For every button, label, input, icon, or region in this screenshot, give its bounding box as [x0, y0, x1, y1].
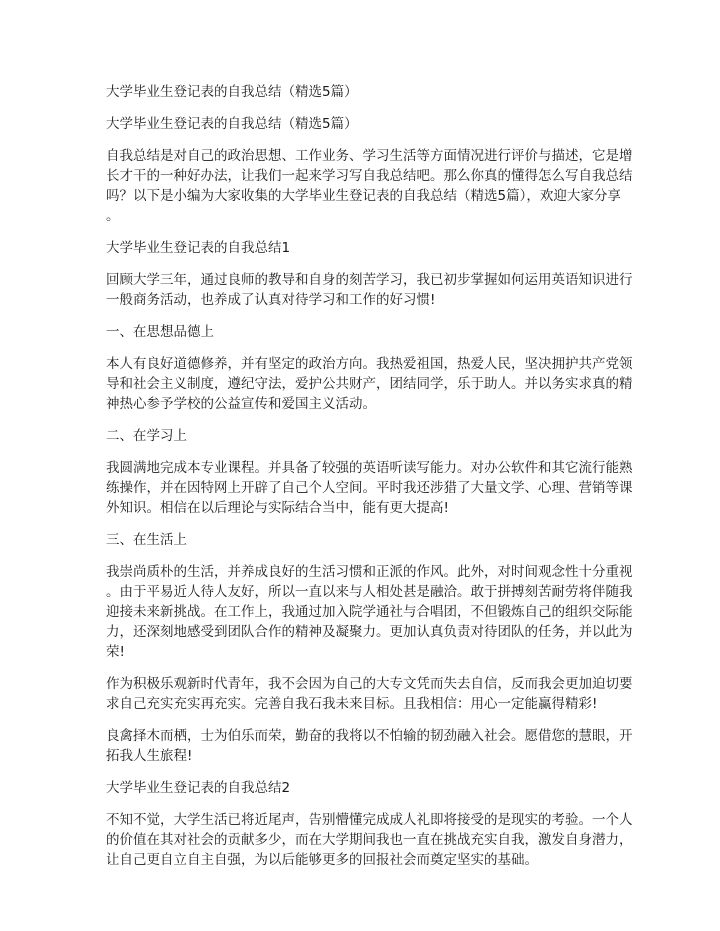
section-heading	[106, 238, 618, 258]
text-line: 荣!	[106, 644, 125, 660]
text-line: 迎接未来新挑战。在工作上，我通过加入院学通社与合唱团，不但锻炼自己的组织交际能	[106, 604, 633, 620]
document-title	[106, 114, 618, 134]
text-line: 。	[106, 208, 120, 224]
text-line: 我崇尚质朴的生活，并养成良好的生活习惯和正派的作风。此外，对时间观念性十分重视	[106, 564, 633, 580]
paragraph	[106, 562, 633, 662]
paragraph	[106, 810, 633, 870]
text-line: 吗？以下是小编为大家收集的大学毕业生登记表的自我总结（精选5篇），欢迎大家分享	[106, 188, 621, 204]
text-line: 自我总结是对自己的政治思想、工作业务、学习生活等方面情况进行评价与描述，它是增	[106, 148, 633, 164]
text-line: 不知不觉，大学生活已将近尾声，告别懵懂完成成人礼即将接受的是现实的考验。一个人	[106, 812, 633, 828]
text-line: 大学毕业生登记表的自我总结（精选5篇）	[106, 116, 358, 132]
text-line: 导和社会主义制度，遵纪守法，爱护公共财产，团结同学，乐于助人。并以务实求真的精	[106, 376, 633, 392]
text-line: 良禽择木而栖，士为伯乐而荣，勤奋的我将以不怕输的韧劲融入社会。愿借您的慧眼，开	[106, 728, 633, 744]
paragraph	[106, 354, 633, 414]
document-title	[106, 82, 618, 102]
section-heading	[106, 426, 618, 446]
text-line: 大学毕业生登记表的自我总结1	[106, 240, 291, 256]
text-line: 我圆满地完成本专业课程。并具备了较强的英语听读写能力。对办公软件和其它流行能熟	[106, 460, 633, 476]
text-line: 一、在思想品德上	[106, 324, 214, 340]
text-line: 外知识。相信在以后理论与实际结合当中，能有更大提高!	[106, 500, 449, 516]
text-line: 长才干的一种好办法，让我们一起来学习写自我总结吧。那么你真的懂得怎么写自我总结	[106, 168, 633, 184]
paragraph	[106, 146, 633, 226]
text-line: 练操作，并在因特网上开辟了自己个人空间。平时我还涉猎了大量文学、心理、营销等课	[106, 480, 633, 496]
text-line: 三、在生活上	[106, 532, 187, 548]
text-line: 神热心参予学校的公益宣传和爱国主义活动。	[106, 396, 376, 412]
paragraph	[106, 726, 633, 766]
document-page	[106, 82, 633, 882]
text-line: 求自己充实充实再充实。完善自我石我未来目标。且我相信：用心一定能赢得精彩!	[106, 696, 598, 712]
text-line: 大学毕业生登记表的自我总结（精选5篇）	[106, 84, 358, 100]
text-line: 拓我人生旅程!	[106, 748, 193, 764]
section-heading	[106, 322, 618, 342]
text-line: 力，还深刻地感受到团队合作的精神及凝聚力。更加认真负责对待团队的任务，并以此为	[106, 624, 633, 640]
text-line: 回顾大学三年，通过良师的教导和自身的刻苦学习，我已初步掌握如何运用英语知识进行	[106, 272, 633, 288]
text-line: 二、在学习上	[106, 428, 187, 444]
text-line: 作为积极乐观新时代青年，我不会因为自己的大专文凭而失去自信，反而我会更加迫切要	[106, 676, 633, 692]
paragraph	[106, 674, 633, 714]
text-line: 的价值在其对社会的贡献多少，而在大学期间我也一直在挑战充实自我，激发自身潜力，	[106, 832, 633, 848]
text-line: 本人有良好道德修养，并有坚定的政治方向。我热爱祖国，热爱人民，坚决拥护共产党领	[106, 356, 633, 372]
text-line: 一般商务活动，也养成了认真对待学习和工作的好习惯!	[106, 292, 436, 308]
paragraph	[106, 458, 633, 518]
text-line: 大学毕业生登记表的自我总结2	[106, 780, 291, 796]
section-heading	[106, 778, 618, 798]
text-line: 让自己更自立自主自强，为以后能够更多的回报社会而奠定坚实的基础。	[106, 852, 538, 868]
paragraph	[106, 270, 633, 310]
text-line: 。由于平易近人待人友好，所以一直以来与人相处甚是融洽。敢于拼搏刻苦耐劳将伴随我	[106, 584, 633, 600]
section-heading	[106, 530, 618, 550]
